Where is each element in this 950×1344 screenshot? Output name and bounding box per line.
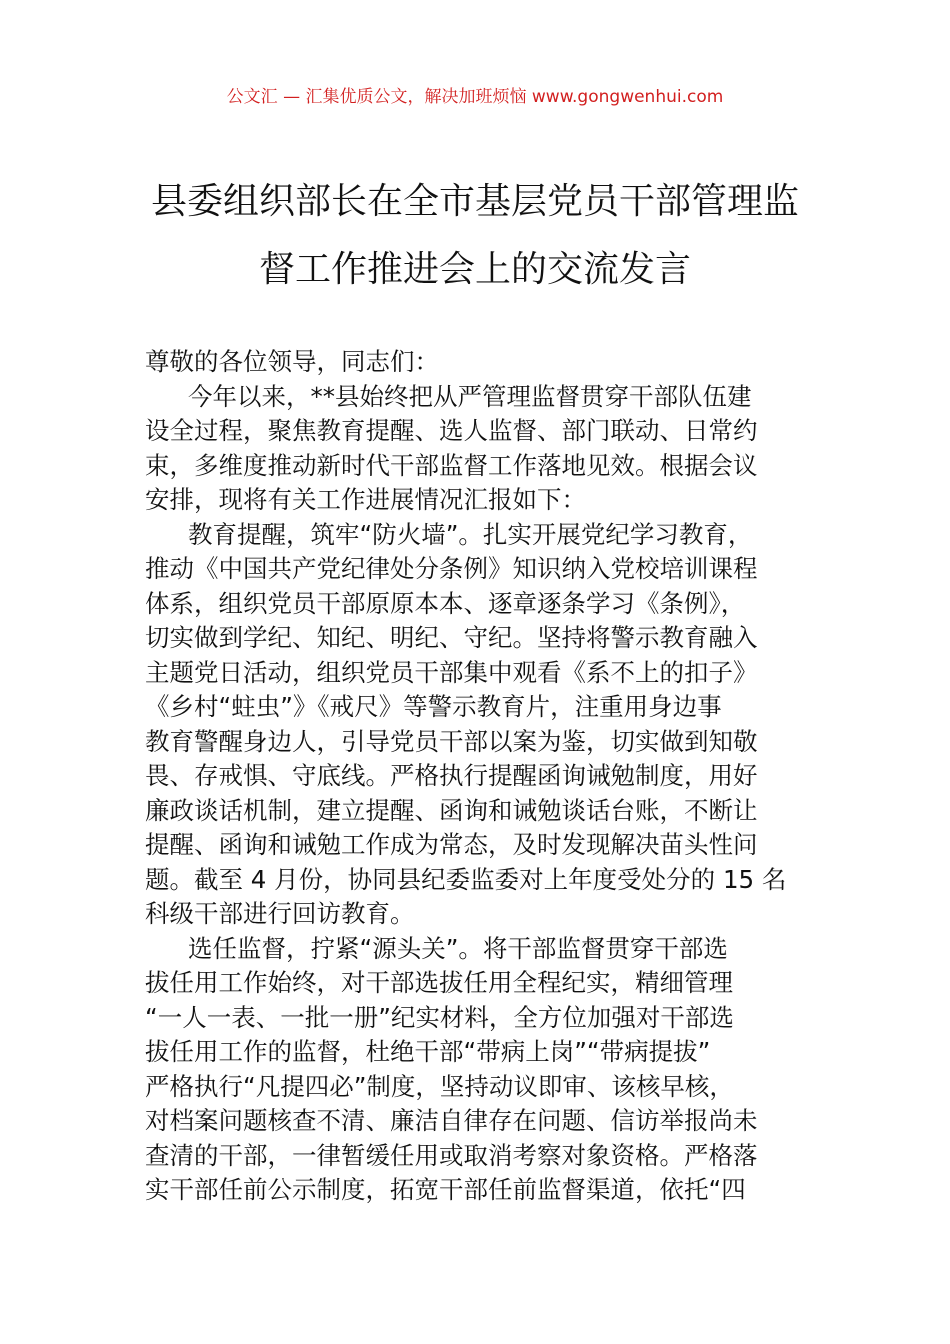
paragraph-line: 选任监督，拧紧“源头关”。将干部监督贯穿干部选: [188, 933, 728, 963]
paragraph-line: 今年以来，**县始终把从严管理监督贯穿干部队伍建: [188, 381, 752, 411]
document-title-line-2: 督工作推进会上的交流发言: [258, 249, 691, 290]
paragraph-line: 《乡村“蛀虫”》《戒尺》等警示教育片，注重用身边事: [145, 692, 722, 721]
paragraph-line: 题。截至 4 月份，协同县纪委监委对上年度受处分的 15 名: [145, 864, 787, 894]
paragraph-line: 教育警醒身边人，引导党员干部以案为鉴，切实做到知敬: [145, 726, 758, 756]
paragraph-line: 廉政谈话机制，建立提醒、函询和诫勉谈话台账，不断让: [145, 795, 758, 825]
paragraph-line: 对档案问题核查不清、廉洁自律存在问题、信访举报尚未: [145, 1106, 758, 1135]
paragraph-line: 安排，现将有关工作进展情况汇报如下：: [145, 485, 586, 514]
header-banner[interactable]: 公文汇 — 汇集优质公文，解决加班烦恼 www.gongwenhui.com: [226, 87, 724, 107]
document-body: [145, 345, 825, 1208]
paragraph-line: 科级干部进行回访教育。: [145, 899, 415, 928]
paragraph-line: 提醒、函询和诫勉工作成为常态，及时发现解决苗头性问: [145, 830, 758, 859]
paragraph-line: 实干部任前公示制度，拓宽干部任前监督渠道，依托“四: [145, 1175, 746, 1204]
paragraph-line: 严格执行“凡提四必”制度，坚持动议即审、该核早核，: [145, 1071, 734, 1101]
paragraph-line: 畏、存戒惧、守底线。严格执行提醒函询诫勉制度，用好: [145, 761, 758, 790]
salutation: 尊敬的各位领导，同志们：: [145, 347, 439, 376]
paragraph-line: 拔任用工作的监督，杜绝干部“带病上岗”“带病提拔”: [145, 1037, 711, 1066]
paragraph-line: 束，多维度推动新时代干部监督工作落地见效。根据会议: [145, 450, 758, 480]
paragraph-line: 体系，组织党员干部原原本本、逐章逐条学习《条例》，: [145, 588, 746, 618]
paragraph-line: 主题党日活动，组织党员干部集中观看《系不上的扣子》: [145, 657, 758, 687]
paragraph-line: 教育提醒，筑牢“防火墙”。扎实开展党纪学习教育，: [188, 519, 753, 549]
document-title-line-1: 县委组织部长在全市基层党员干部管理监: [150, 181, 799, 222]
paragraph-line: 查清的干部，一律暂缓任用或取消考察对象资格。严格落: [145, 1140, 758, 1170]
paragraph-line: “一人一表、一批一册”纪实材料，全方位加强对干部选: [145, 1002, 734, 1032]
paragraph-line: 设全过程，聚焦教育提醒、选人监督、部门联动、日常约: [145, 416, 758, 445]
paragraph-line: 推动《中国共产党纪律处分条例》知识纳入党校培训课程: [145, 554, 758, 583]
paragraph-line: 拔任用工作始终，对干部选拔任用全程纪实，精细管理: [145, 968, 733, 997]
paragraph-line: 切实做到学纪、知纪、明纪、守纪。坚持将警示教育融入: [145, 623, 758, 652]
